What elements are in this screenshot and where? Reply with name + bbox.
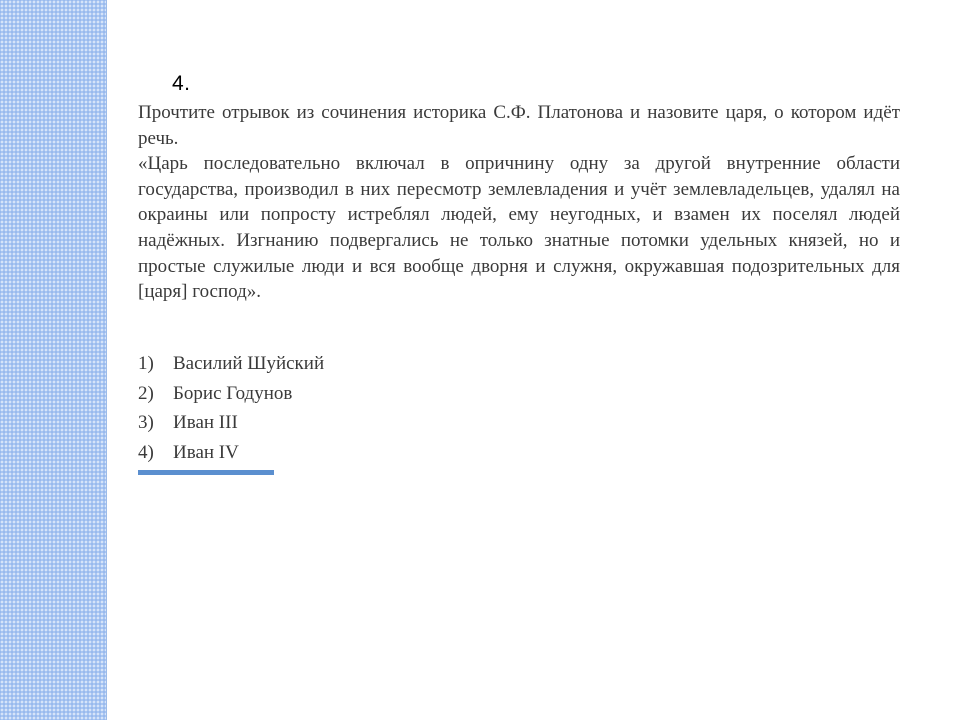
decorative-side-band bbox=[0, 0, 107, 720]
answer-number: 3) bbox=[138, 412, 154, 433]
answer-text: Василий Шуйский bbox=[173, 353, 325, 374]
answer-number: 1) bbox=[138, 353, 154, 374]
answer-text: Борис Годунов bbox=[173, 382, 293, 404]
answer-option-2[interactable] bbox=[138, 379, 324, 409]
task-number: 4. bbox=[172, 72, 191, 95]
answer-number: 2) bbox=[138, 382, 154, 404]
answer-number: 4) bbox=[138, 441, 154, 463]
answer-options bbox=[138, 349, 324, 467]
answer-option-4[interactable] bbox=[138, 438, 324, 468]
question-block bbox=[138, 100, 900, 305]
question-prompt: Прочтите отрывок из сочинения историка С.Ф. Платонова и назовите царя, о котором идёт речь. bbox=[138, 102, 900, 149]
question-excerpt: «Царь последовательно включал в опричнину одну за другой внутренние области государства, производил в них пересмотр землевладения и учёт землевладельцев, удалял на окраины или попросту истреблял людей, ему неугодных, и взамен их поселял людей надёжных. Изгнанию подвергались не только знатные потомки удельных князей, но и простые служилые люди и вся вообще дворня и служня, окружавшая подозрительных для [царя] господ». bbox=[138, 153, 900, 303]
answer-highlight-underline bbox=[138, 470, 274, 475]
answer-option-1[interactable] bbox=[138, 349, 324, 379]
answer-text: Иван III bbox=[173, 412, 238, 433]
answer-option-3[interactable] bbox=[138, 408, 324, 438]
answer-text: Иван IV bbox=[173, 441, 239, 463]
